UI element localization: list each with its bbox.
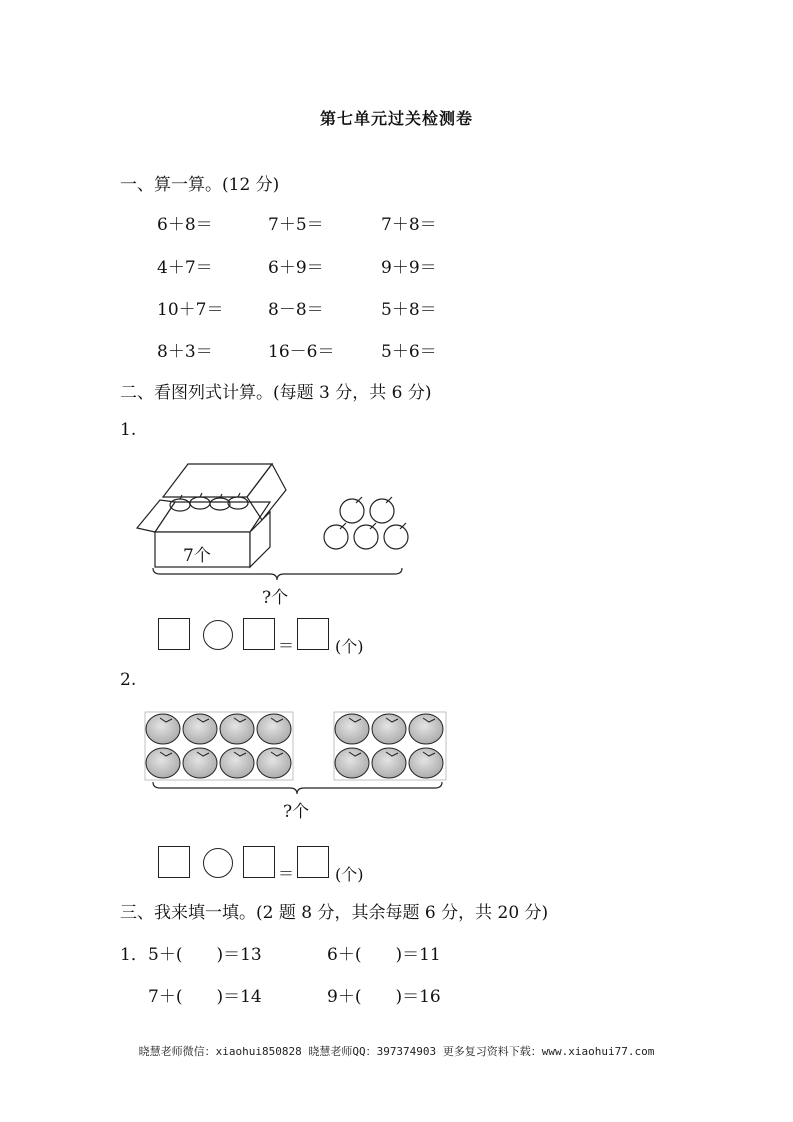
calc-item: 6＋9＝	[268, 258, 324, 278]
page-title: 第七单元过关检测卷	[319, 109, 473, 128]
fruit-icon	[146, 714, 180, 744]
section1-heading: 一、算一算。(12 分)	[120, 175, 280, 195]
unit-label: (个)	[335, 865, 364, 884]
equals-sign: ＝	[278, 864, 295, 883]
calc-item: 5＋6＝	[381, 342, 437, 362]
calc-item: 7＋8＝	[381, 215, 437, 235]
fruit-group-right	[334, 712, 446, 780]
calc-item: 5＋8＝	[381, 300, 437, 320]
fruit-group-left	[145, 712, 293, 780]
footer-contact: 晓慧老师微信：xiaohui850828 晓慧老师QQ：397374903 更多复习资料下载：www.xiaohui77.com	[138, 1045, 655, 1058]
fill-blank-item[interactable]: 7＋( )＝14	[148, 987, 262, 1007]
answer-box[interactable]	[297, 846, 329, 878]
answer-box[interactable]	[158, 846, 190, 878]
box-count-label: 7个	[183, 546, 211, 566]
operator-circle[interactable]	[203, 848, 233, 878]
brace	[153, 782, 442, 794]
fruit-icon	[409, 714, 443, 744]
fill-blank-item[interactable]: 6＋( )＝11	[327, 945, 441, 965]
calc-item: 8－8＝	[268, 300, 324, 320]
question-number: 1.	[120, 420, 137, 440]
brace-label: ?个	[283, 802, 310, 822]
fruit-icon	[409, 748, 443, 778]
section2-heading: 二、看图列式计算。(每题 3 分，共 6 分)	[120, 383, 432, 403]
fruit-icon	[183, 714, 217, 744]
section3-heading: 三、我来填一填。(2 题 8 分，其余每题 6 分，共 20 分)	[120, 903, 549, 923]
calc-item: 7＋5＝	[268, 215, 324, 235]
fill-blank-item[interactable]: 9＋( )＝16	[327, 987, 441, 1007]
calc-item: 4＋7＝	[157, 258, 213, 278]
fruit-icon	[220, 714, 254, 744]
calc-item: 16－6＝	[268, 342, 335, 362]
fruit-icon	[220, 748, 254, 778]
question-number: 2.	[120, 670, 137, 690]
equals-sign: ＝	[278, 636, 295, 655]
calc-item: 8＋3＝	[157, 342, 213, 362]
fruit-icon	[257, 714, 291, 744]
unit-label: (个)	[335, 637, 364, 656]
fruit-icon	[372, 748, 406, 778]
calc-item: 10＋7＝	[157, 300, 224, 320]
fruit-icon	[146, 748, 180, 778]
fruit-icon	[335, 714, 369, 744]
calc-item: 9＋9＝	[381, 258, 437, 278]
question-number: 1．	[120, 945, 148, 965]
brace-label: ?个	[262, 588, 289, 608]
fill-blank-item[interactable]: 5＋( )＝13	[148, 945, 262, 965]
answer-box[interactable]	[243, 846, 275, 878]
fruit-icon	[372, 714, 406, 744]
calc-item: 6＋8＝	[157, 215, 213, 235]
fruit-icon	[183, 748, 217, 778]
fruit-icon	[257, 748, 291, 778]
fruit-icon	[335, 748, 369, 778]
